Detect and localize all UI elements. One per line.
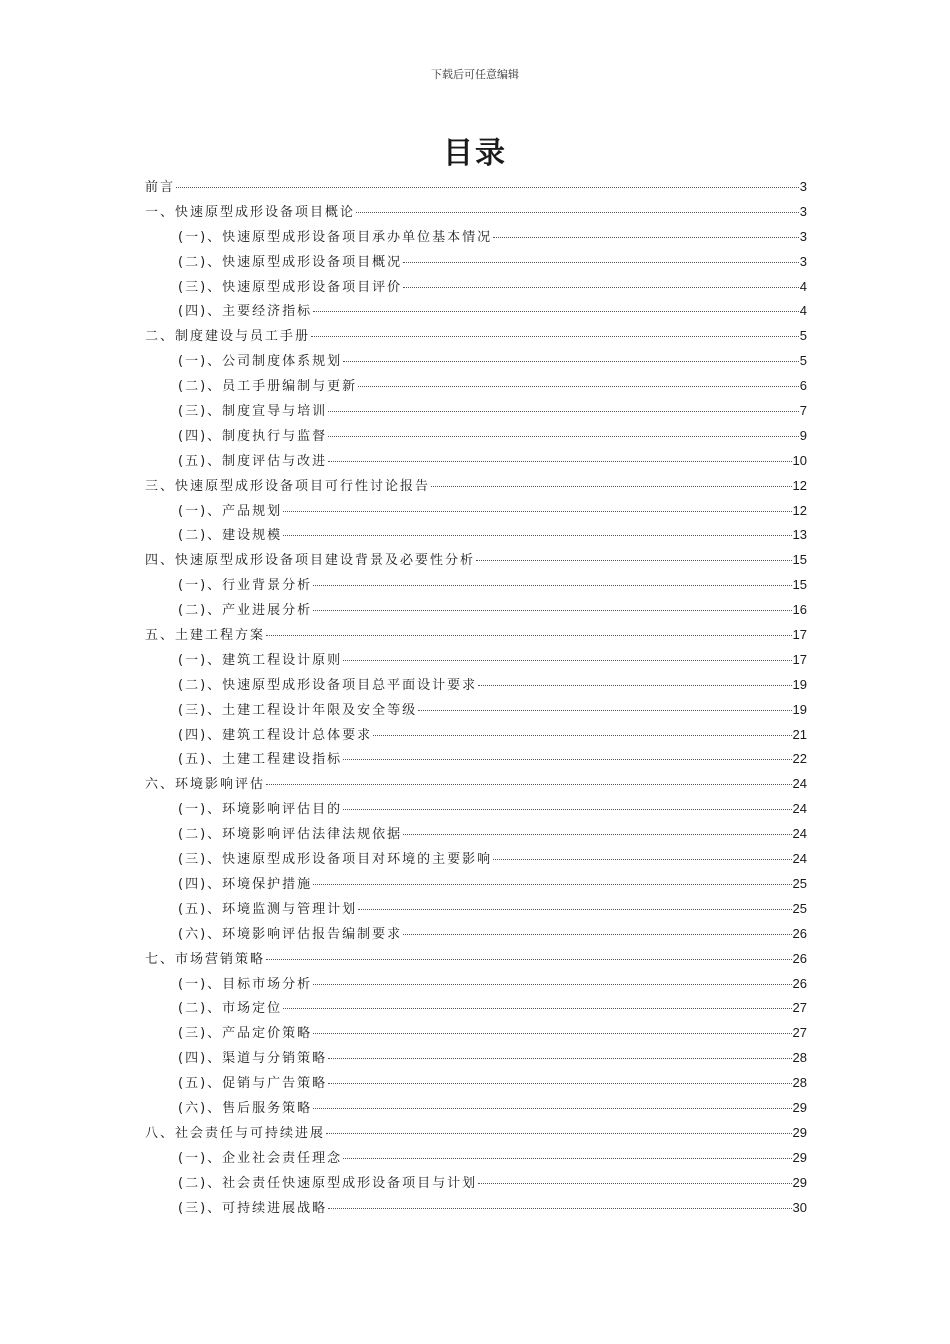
toc-dot-leader [313, 609, 791, 611]
toc-entry[interactable] [145, 200, 807, 225]
toc-entry-page-number: 27 [792, 1000, 807, 1016]
toc-dot-leader [343, 758, 791, 760]
toc-dot-leader [356, 211, 799, 213]
toc-dot-leader [431, 485, 792, 487]
toc-dot-leader [493, 236, 799, 238]
toc-entry-label: (一)、行业背景分析 [178, 578, 313, 594]
toc-entry[interactable] [145, 723, 807, 748]
toc-dot-leader [328, 1082, 791, 1084]
toc-dot-leader [176, 186, 799, 188]
toc-entry-page-number: 29 [792, 1124, 807, 1140]
toc-dot-leader [313, 983, 791, 985]
toc-dot-leader [403, 286, 799, 288]
toc-entry[interactable] [145, 1196, 807, 1221]
toc-entry-page-number: 5 [799, 328, 807, 344]
toc-entry-page-number: 7 [799, 403, 807, 419]
toc-entry[interactable] [145, 349, 807, 374]
toc-dot-leader [343, 659, 791, 661]
toc-entry-label: (三)、土建工程设计年限及安全等级 [178, 702, 418, 718]
toc-dot-leader [326, 1132, 792, 1134]
toc-dot-leader [313, 1032, 791, 1034]
toc-entry-label: 七、市场营销策略 [145, 951, 266, 967]
toc-entry[interactable] [145, 1046, 807, 1071]
toc-entry-page-number: 29 [792, 1099, 807, 1115]
toc-entry-page-number: 28 [792, 1075, 807, 1091]
toc-dot-leader [283, 510, 791, 512]
toc-entry[interactable] [145, 275, 807, 300]
toc-entry-label: (四)、建筑工程设计总体要求 [178, 727, 373, 743]
toc-dot-leader [478, 1182, 791, 1184]
toc-entry-page-number: 24 [792, 826, 807, 842]
toc-entry[interactable] [145, 1071, 807, 1096]
toc-entry-page-number: 17 [792, 627, 807, 643]
toc-entry-page-number: 12 [792, 502, 807, 518]
toc-dot-leader [418, 709, 791, 711]
toc-entry-page-number: 24 [792, 801, 807, 817]
toc-entry[interactable] [145, 299, 807, 324]
toc-entry[interactable] [145, 972, 807, 997]
toc-entry-page-number: 28 [792, 1050, 807, 1066]
page-header: 下载后可任意编辑 [431, 68, 519, 81]
toc-dot-leader [493, 858, 791, 860]
toc-entry[interactable] [145, 996, 807, 1021]
toc-dot-leader [283, 534, 791, 536]
toc-dot-leader [403, 261, 799, 263]
toc-entry-label: (一)、企业社会责任理念 [178, 1150, 343, 1166]
toc-entry[interactable] [145, 698, 807, 723]
toc-entry-label: (五)、制度评估与改进 [178, 453, 328, 469]
toc-entry-page-number: 25 [792, 875, 807, 891]
toc-entry[interactable] [145, 922, 807, 947]
toc-dot-leader [311, 335, 799, 337]
toc-entry[interactable] [145, 499, 807, 524]
toc-entry-label: (二)、建设规模 [178, 528, 283, 544]
toc-entry[interactable] [145, 474, 807, 499]
toc-dot-leader [328, 460, 791, 462]
toc-entry-label: (二)、快速原型成形设备项目概况 [178, 254, 403, 270]
toc-entry-label: (二)、快速原型成形设备项目总平面设计要求 [178, 677, 478, 693]
toc-entry-page-number: 26 [792, 925, 807, 941]
toc-dot-leader [403, 933, 791, 935]
page-title: 目录 [443, 136, 507, 171]
toc-entry-page-number: 19 [792, 676, 807, 692]
toc-entry[interactable] [145, 1096, 807, 1121]
toc-entry-page-number: 10 [792, 452, 807, 468]
toc-dot-leader [266, 958, 792, 960]
toc-dot-leader [343, 1157, 791, 1159]
toc-entry[interactable] [145, 797, 807, 822]
toc-entry-label: (四)、环境保护措施 [178, 876, 313, 892]
toc-entry-label: (一)、目标市场分析 [178, 976, 313, 992]
toc-entry-page-number: 9 [799, 427, 807, 443]
toc-entry[interactable] [145, 573, 807, 598]
toc-entry[interactable] [145, 250, 807, 275]
toc-entry[interactable] [145, 548, 807, 573]
toc-entry[interactable] [145, 1121, 807, 1146]
toc-entry[interactable] [145, 449, 807, 474]
toc-entry-label: 四、快速原型成形设备项目建设背景及必要性分析 [145, 553, 476, 569]
toc-entry[interactable] [145, 872, 807, 897]
toc-entry[interactable] [145, 225, 807, 250]
toc-dot-leader [266, 634, 792, 636]
toc-entry-label: (三)、快速原型成形设备项目对环境的主要影响 [178, 852, 493, 868]
toc-entry-label: (一)、产品规划 [178, 503, 283, 519]
toc-entry-page-number: 26 [792, 950, 807, 966]
toc-entry[interactable] [145, 523, 807, 548]
toc-entry-page-number: 4 [799, 303, 807, 319]
toc-entry-label: (三)、制度宣导与培训 [178, 404, 328, 420]
toc-entry-label: 五、土建工程方案 [145, 628, 266, 644]
toc-entry-label: (一)、快速原型成形设备项目承办单位基本情况 [178, 229, 493, 245]
toc-entry-page-number: 27 [792, 1025, 807, 1041]
toc-entry-page-number: 19 [792, 701, 807, 717]
toc-entry-page-number: 13 [792, 527, 807, 543]
toc-entry-page-number: 12 [792, 477, 807, 493]
toc-dot-leader [373, 734, 791, 736]
toc-entry[interactable] [145, 623, 807, 648]
toc-entry-label: 八、社会责任与可持续进展 [145, 1125, 326, 1141]
toc-entry[interactable] [145, 648, 807, 673]
toc-entry-label: 二、制度建设与员工手册 [145, 329, 311, 345]
toc-entry-label: (三)、产品定价策略 [178, 1026, 313, 1042]
toc-entry-label: (二)、市场定位 [178, 1001, 283, 1017]
toc-entry[interactable] [145, 324, 807, 349]
toc-entry[interactable] [145, 598, 807, 623]
toc-dot-leader [358, 908, 791, 910]
toc-entry-page-number: 15 [792, 577, 807, 593]
toc-entry-page-number: 24 [792, 851, 807, 867]
toc-dot-leader [343, 360, 799, 362]
toc-dot-leader [476, 559, 792, 561]
toc-entry[interactable] [145, 424, 807, 449]
toc-entry-page-number: 6 [799, 378, 807, 394]
table-of-contents [145, 175, 807, 1220]
toc-entry[interactable] [145, 374, 807, 399]
toc-entry-label: (三)、可持续进展战略 [178, 1200, 328, 1216]
toc-dot-leader [328, 435, 799, 437]
toc-dot-leader [313, 1107, 791, 1109]
toc-dot-leader [478, 684, 791, 686]
toc-entry-page-number: 3 [799, 228, 807, 244]
toc-dot-leader [266, 783, 792, 785]
toc-entry-page-number: 29 [792, 1174, 807, 1190]
toc-entry-page-number: 24 [792, 776, 807, 792]
toc-entry-label: 六、环境影响评估 [145, 777, 266, 793]
toc-entry-label: (三)、快速原型成形设备项目评价 [178, 279, 403, 295]
toc-entry[interactable] [145, 1171, 807, 1196]
toc-entry-page-number: 3 [799, 203, 807, 219]
toc-dot-leader [343, 808, 791, 810]
toc-dot-leader [328, 410, 799, 412]
toc-entry-page-number: 29 [792, 1149, 807, 1165]
toc-dot-leader [328, 1207, 791, 1209]
toc-entry-page-number: 21 [792, 726, 807, 742]
toc-entry[interactable] [145, 822, 807, 847]
toc-entry-label: (五)、土建工程建设指标 [178, 752, 343, 768]
toc-dot-leader [283, 1007, 791, 1009]
toc-entry[interactable] [145, 399, 807, 424]
toc-entry[interactable] [145, 673, 807, 698]
toc-entry-label: (一)、公司制度体系规划 [178, 354, 343, 370]
toc-entry-page-number: 4 [799, 278, 807, 294]
toc-entry-label: (五)、促销与广告策略 [178, 1076, 328, 1092]
toc-entry[interactable] [145, 1021, 807, 1046]
toc-entry-label: 三、快速原型成形设备项目可行性讨论报告 [145, 478, 431, 494]
toc-entry-label: (四)、渠道与分销策略 [178, 1051, 328, 1067]
toc-entry-label: (四)、主要经济指标 [178, 304, 313, 320]
toc-entry[interactable] [145, 847, 807, 872]
toc-dot-leader [313, 883, 791, 885]
toc-entry[interactable] [145, 897, 807, 922]
toc-entry-label: (四)、制度执行与监督 [178, 428, 328, 444]
toc-entry[interactable] [145, 947, 807, 972]
toc-entry-page-number: 5 [799, 353, 807, 369]
toc-dot-leader [313, 310, 799, 312]
toc-entry-label: (六)、环境影响评估报告编制要求 [178, 926, 403, 942]
toc-entry[interactable] [145, 1146, 807, 1171]
toc-dot-leader [313, 584, 791, 586]
toc-entry-page-number: 25 [792, 900, 807, 916]
toc-entry-label: (二)、社会责任快速原型成形设备项目与计划 [178, 1175, 478, 1191]
toc-dot-leader [403, 833, 791, 835]
toc-entry-label: (二)、员工手册编制与更新 [178, 379, 358, 395]
toc-entry-page-number: 22 [792, 751, 807, 767]
toc-entry-page-number: 3 [799, 179, 807, 194]
toc-entry-label: 一、快速原型成形设备项目概论 [145, 204, 356, 220]
toc-entry-label: (一)、建筑工程设计原则 [178, 652, 343, 668]
toc-entry-page-number: 30 [792, 1199, 807, 1215]
toc-dot-leader [328, 1057, 791, 1059]
toc-entry-label: (五)、环境监测与管理计划 [178, 901, 358, 917]
toc-entry-page-number: 17 [792, 651, 807, 667]
toc-dot-leader [358, 385, 799, 387]
toc-entry-label: 前言 [145, 180, 176, 195]
toc-entry[interactable] [145, 772, 807, 797]
toc-entry-page-number: 3 [799, 253, 807, 269]
toc-entry[interactable] [145, 175, 807, 200]
toc-entry-page-number: 16 [792, 602, 807, 618]
toc-entry-label: (二)、环境影响评估法律法规依据 [178, 827, 403, 843]
toc-entry[interactable] [145, 747, 807, 772]
toc-entry-label: (六)、售后服务策略 [178, 1100, 313, 1116]
toc-entry-label: (二)、产业进展分析 [178, 603, 313, 619]
toc-entry-label: (一)、环境影响评估目的 [178, 802, 343, 818]
toc-entry-page-number: 15 [792, 552, 807, 568]
toc-entry-page-number: 26 [792, 975, 807, 991]
